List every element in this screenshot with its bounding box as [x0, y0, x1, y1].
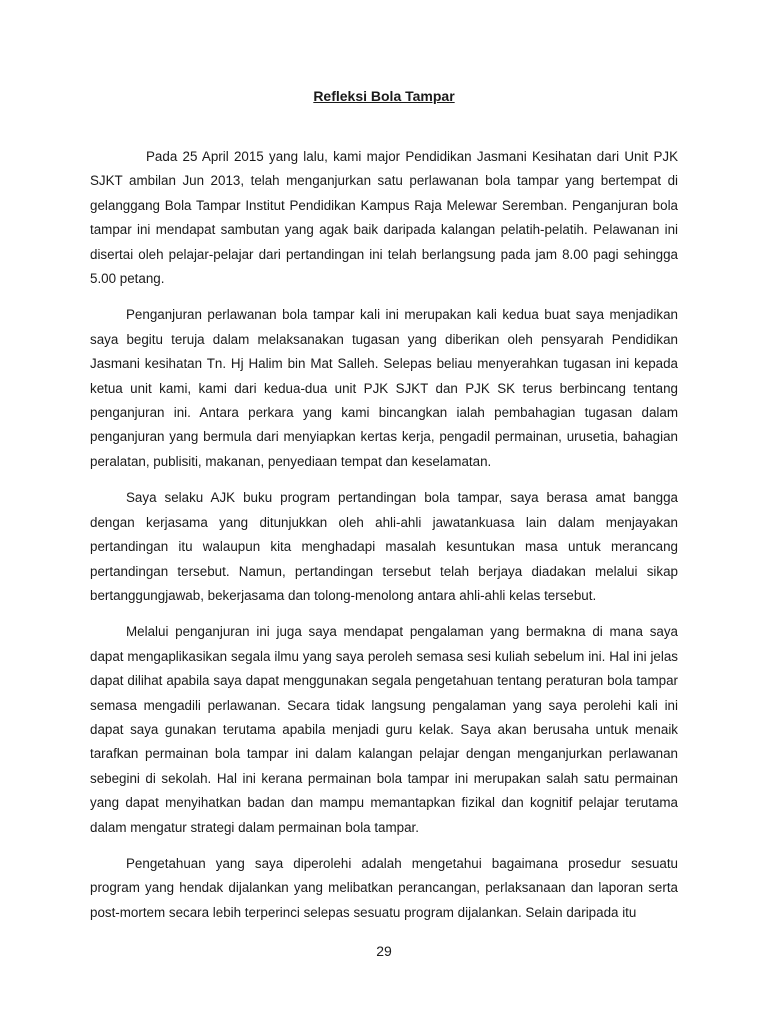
page-number: 29 [376, 943, 392, 959]
document-title: Refleksi Bola Tampar [313, 88, 455, 104]
document-body [90, 145, 678, 937]
paragraph: Melalui penganjuran ini juga saya mendapat pengalaman yang bermakna di mana saya dapat mengaplikasikan segala ilmu yang saya peroleh semasa sesi kuliah sebelum ini. Hal ini jelas dapat dilihat apabila saya dapat menggunakan segala pengetahuan tentang peraturan bola tampar semasa mengadili perlawanan. Secara tidak langsung pengalaman yang saya perolehi kali ini dapat saya gunakan terutama apabila menjadi guru kelak. Saya akan berusaha untuk menaik tarafkan permainan bola tampar ini dalam kalangan pelajar dengan menganjurkan perlawanan sebegini di sekolah. Hal ini kerana permainan bola tampar ini merupakan salah satu permainan yang dapat menyihatkan badan dan mampu memantapkan fizikal dan kognitif pelajar terutama dalam mengatur strategi dalam permainan bola tampar. [90, 624, 678, 835]
paragraph: Pada 25 April 2015 yang lalu, kami major Pendidikan Jasmani Kesihatan dari Unit PJK SJKT ambilan Jun 2013, telah menganjurkan satu perlawanan bola tampar yang bertempat di gelanggang Bola Tampar Institut Pendidikan Kampus Raja Melewar Seremban. Penganjuran bola tampar ini mendapat sambutan yang agak baik daripada kalangan pelatih-pelatih. Pelawanan ini disertai oleh pelajar-pelajar dari pertandingan ini telah berlangsung pada jam 8.00 pagi sehingga 5.00 petang. [90, 149, 678, 287]
paragraph: Saya selaku AJK buku program pertandingan bola tampar, saya berasa amat bangga dengan kerjasama yang ditunjukkan oleh ahli-ahli jawatankuasa lain dalam menjayakan pertandingan itu walaupun kita menghadapi masalah kesuntukan masa untuk merancang pertandingan tersebut. Namun, pertandingan tersebut telah berjaya diadakan melalui sikap bertanggungjawab, bekerjasama dan tolong-menolong antara ahli-ahli kelas tersebut. [90, 490, 678, 603]
paragraph: Penganjuran perlawanan bola tampar kali ini merupakan kali kedua buat saya menjadikan saya begitu teruja dalam melaksanakan tugasan yang diberikan oleh pensyarah Pendidikan Jasmani kesihatan Tn. Hj Halim bin Mat Salleh. Selepas beliau menyerahkan tugasan ini kepada ketua unit kami, kami dari kedua-dua unit PJK SJKT dan PJK SK terus berbincang tentang penganjuran ini. Antara perkara yang kami bincangkan ialah pembahagian tugasan dalam penganjuran yang bermula dari menyiapkan kertas kerja, pengadil permainan, urusetia, bahagian peralatan, publisiti, makanan, penyediaan tempat dan keselamatan. [90, 307, 678, 469]
paragraph: Pengetahuan yang saya diperolehi adalah mengetahui bagaimana prosedur sesuatu program yang hendak dijalankan yang melibatkan perancangan, perlaksanaan dan laporan serta post-mortem secara lebih terperinci selepas sesuatu program dijalankan. Selain daripada itu [90, 855, 678, 920]
